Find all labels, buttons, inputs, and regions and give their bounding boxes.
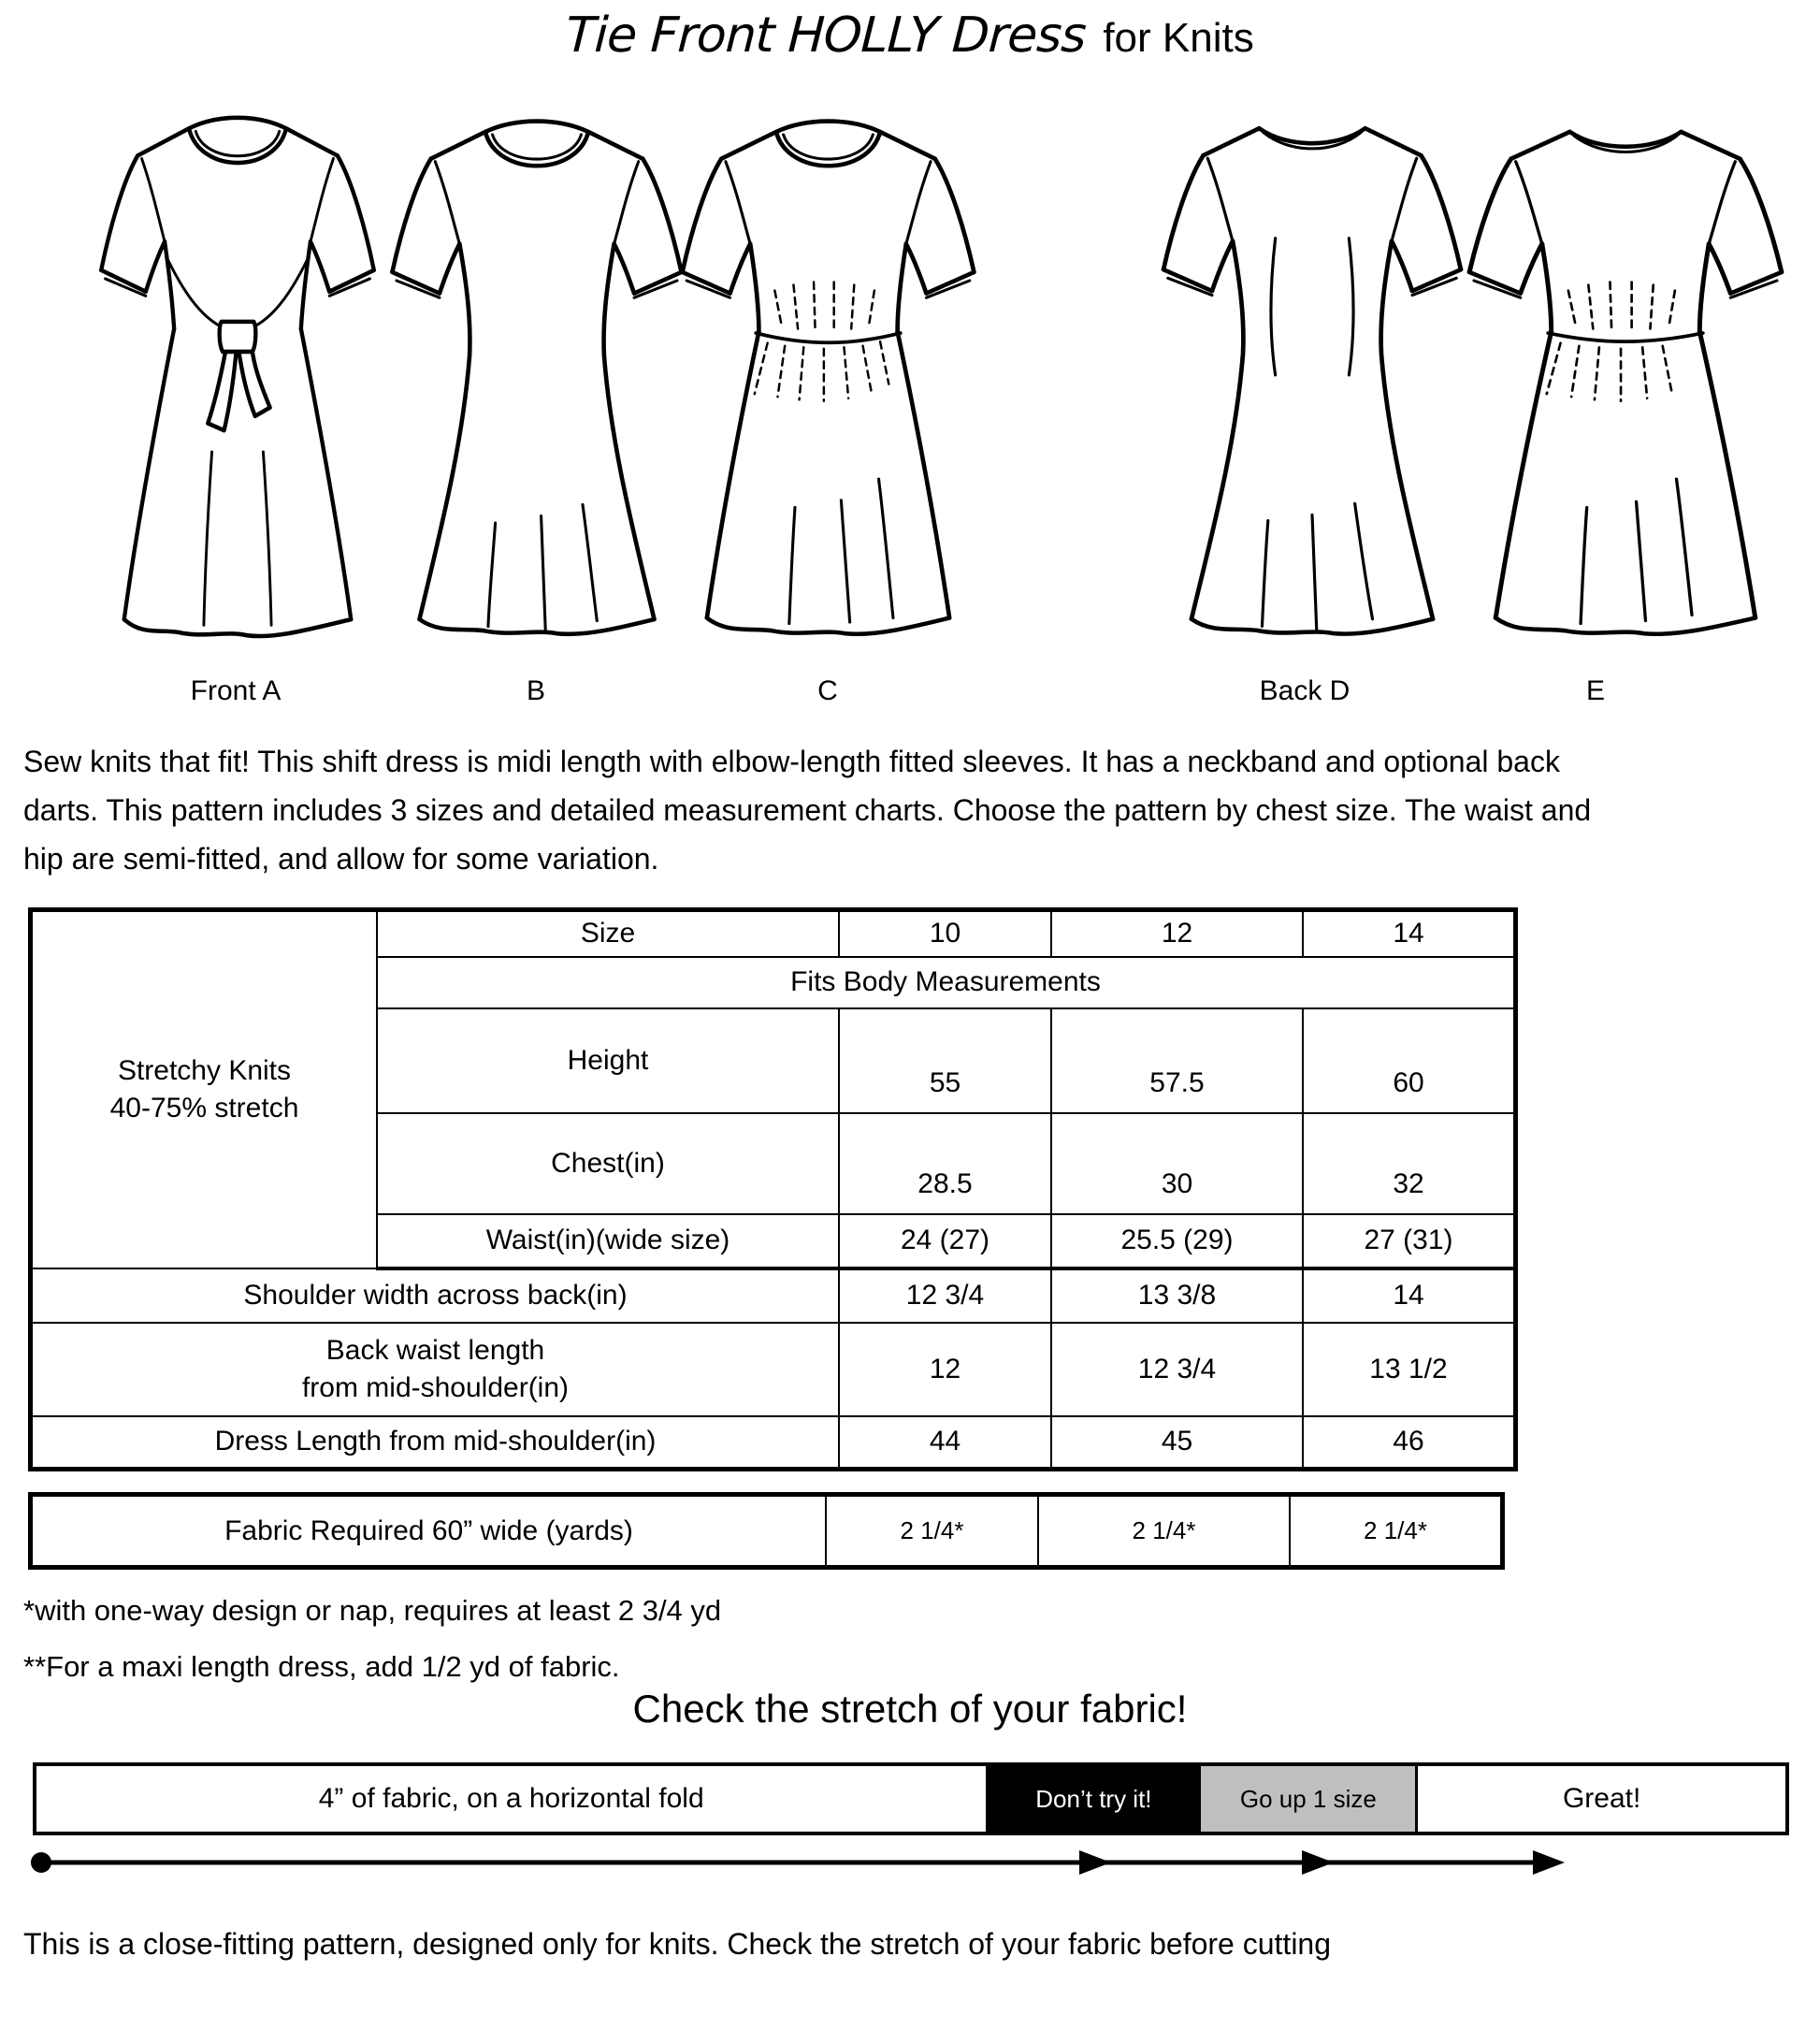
figure-label-e: E [1585, 675, 1606, 706]
description-line-1: Sew knits that fit! This shift dress is midi length with elbow-length fitted sleeves. It has a neckband and optional back [23, 745, 1560, 778]
dress-length-size14-value: 46 [1303, 1416, 1516, 1470]
back-waist-size14-value: 13 1/2 [1303, 1323, 1516, 1416]
back-waist-size10-value: 12 [839, 1323, 1051, 1416]
dress-length-size10-value: 44 [839, 1416, 1051, 1470]
fabric-size14-value: 2 1/4* [1290, 1495, 1503, 1568]
back-waist-length-line-1: Back waist length [325, 1334, 545, 1366]
fabric-note-maxi: **For a maxi length dress, add 1/2 yd of fabric. [23, 1650, 620, 1683]
description-line-2: darts. This pattern includes 3 sizes and detailed measurement charts. Choose the pattern by chest size. The waist and [23, 793, 1592, 827]
figure-label-c: C [817, 675, 838, 706]
fabric-required-table [28, 1492, 1505, 1570]
stretchy-knits-header-cell [31, 910, 378, 1268]
waist-row-label: Waist(in)(wide size) [377, 1214, 839, 1268]
chest-size10-value: 28.5 [839, 1113, 1051, 1214]
page-title [0, 7, 1820, 64]
fabric-size10-value: 2 1/4* [826, 1495, 1038, 1568]
stretch-direction-arrow [26, 1841, 1616, 1884]
size-14-header: 14 [1303, 910, 1516, 957]
chest-size12-value: 30 [1051, 1113, 1303, 1214]
dress-front-tie-illustration [82, 90, 393, 662]
waist-size10-value: 24 (27) [839, 1214, 1051, 1268]
size-measurement-table [28, 907, 1518, 1471]
fabric-notes [23, 1583, 721, 1695]
height-size14-value: 60 [1303, 1008, 1516, 1113]
stretch-test-ruler [33, 1762, 1789, 1835]
figure-label-b: B [526, 675, 546, 706]
dress-front-gathered-illustration [662, 94, 994, 660]
shoulder-size10-value: 12 3/4 [839, 1268, 1051, 1323]
waist-size14-value: 27 (31) [1303, 1214, 1516, 1268]
stretch-segment-go-up-size: Go up 1 size [1201, 1766, 1418, 1832]
back-waist-length-row-label [31, 1323, 840, 1416]
chest-size14-value: 32 [1303, 1113, 1516, 1214]
dress-back-darts-illustration [1143, 90, 1481, 660]
fabric-size12-value: 2 1/4* [1038, 1495, 1290, 1568]
fits-body-measurements-header: Fits Body Measurements [377, 957, 1516, 1008]
chest-row-label: Chest(in) [377, 1113, 839, 1214]
dress-back-gathered-illustration [1448, 94, 1803, 660]
shoulder-size14-value: 14 [1303, 1268, 1516, 1323]
fabric-required-label: Fabric Required 60” wide (yards) [31, 1495, 827, 1568]
shoulder-size12-value: 13 3/8 [1051, 1268, 1303, 1323]
height-row-label: Height [377, 1008, 839, 1113]
shoulder-width-row-label: Shoulder width across back(in) [31, 1268, 840, 1323]
size-12-header: 12 [1051, 910, 1303, 957]
title-script-part: Tie Front HOLLY Dress [564, 7, 1088, 64]
dress-front-plain-illustration [372, 94, 701, 660]
dress-length-row-label: Dress Length from mid-shoulder(in) [31, 1416, 840, 1470]
fabric-note-nap: *with one-way design or nap, requires at least 2 3/4 yd [23, 1594, 722, 1627]
size-header-label: Size [377, 910, 839, 957]
description-paragraph [23, 737, 1800, 883]
figure-label-back-d: Back D [1259, 675, 1351, 706]
figure-label-front-a: Front A [190, 675, 282, 706]
stretch-segment-dont-try: Don’t try it! [986, 1766, 1201, 1832]
size-10-header: 10 [839, 910, 1051, 957]
waist-size12-value: 25.5 (29) [1051, 1214, 1303, 1268]
height-size12-value: 57.5 [1051, 1008, 1303, 1113]
stretch-segment-fabric-fold: 4” of fabric, on a horizontal fold [318, 1783, 704, 1814]
dress-length-size12-value: 45 [1051, 1416, 1303, 1470]
height-size10-value: 55 [839, 1008, 1051, 1113]
stretchy-knits-line-1: Stretchy Knits [117, 1054, 292, 1086]
close-fitting-note: This is a close-fitting pattern, designed only for knits. Check the stretch of your fabric before cutting [23, 1927, 1332, 1961]
stretch-check-heading: Check the stretch of your fabric! [632, 1687, 1188, 1731]
stretchy-knits-line-2: 40-75% stretch [109, 1092, 299, 1123]
stretch-segment-great: Great! [1562, 1783, 1641, 1814]
back-waist-size12-value: 12 3/4 [1051, 1323, 1303, 1416]
description-line-3: hip are semi-fitted, and allow for some variation. [23, 842, 659, 876]
back-waist-length-line-2: from mid-shoulder(in) [301, 1371, 570, 1403]
title-regular-part: for Knits [1103, 15, 1254, 61]
